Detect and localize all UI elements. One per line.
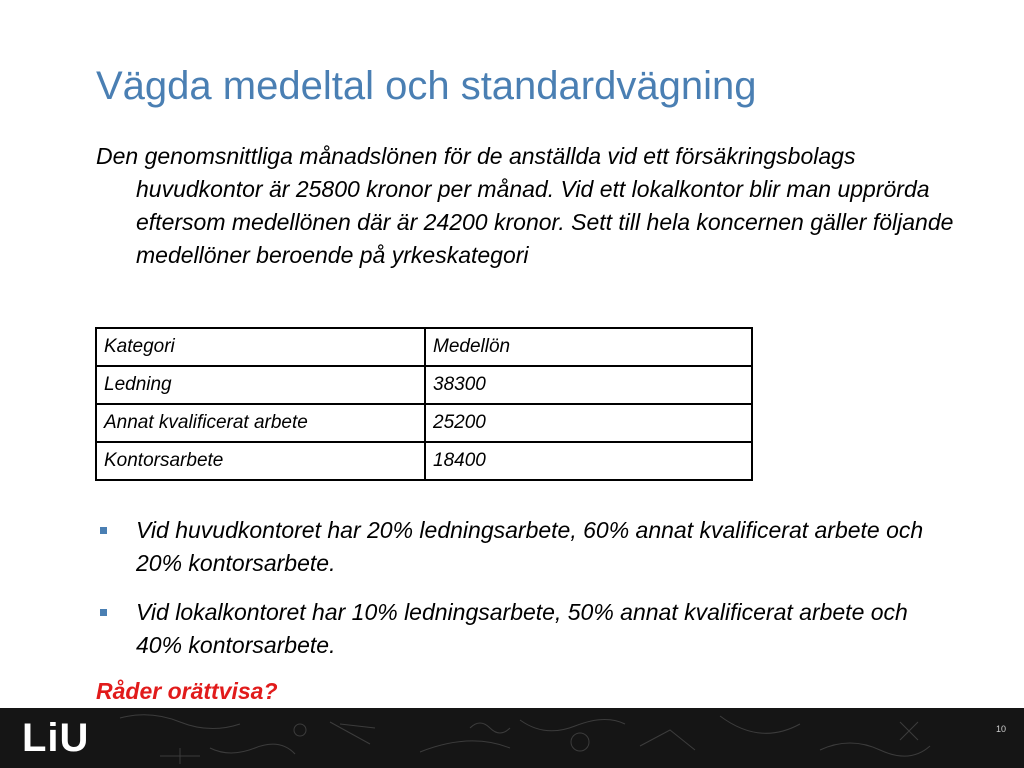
table-header-row [96, 328, 752, 366]
question-text: Råder orättvisa? [96, 678, 278, 704]
table-header-cell: Kategori [96, 328, 425, 366]
liu-logo: LiU [22, 716, 90, 760]
table-cell: Annat kvalificerat arbete [96, 404, 425, 442]
table-cell: Kontorsarbete [96, 442, 425, 480]
table-cell: 18400 [425, 442, 752, 480]
footer-chalk-pattern [0, 708, 1024, 768]
bullet-text: Vid lokalkontoret har 10% ledningsarbete, 50% annat kvalificerat arbete och 40% kontorsarbete. [136, 599, 908, 658]
bullet-item [96, 596, 926, 662]
table-cell: 25200 [425, 404, 752, 442]
intro-paragraph: Den genomsnittliga månadslönen för de anställda vid ett försäkringsbolags huvudkontor är 25800 kronor per månad. Vid ett lokalkontor blir man upprörda eftersom medellönen där är 24200 kronor. Sett till hela koncernen gäller följande medellöner beroende på yrkeskategori [96, 143, 954, 268]
table-row [96, 366, 752, 404]
salary-table [95, 327, 753, 481]
page-number: 10 [995, 724, 1006, 734]
bullet-text: Vid huvudkontoret har 20% ledningsarbete, 60% annat kvalificerat arbete och 20% kontorsarbete. [136, 517, 924, 576]
table-row [96, 404, 752, 442]
table-cell: 38300 [425, 366, 752, 404]
square-bullet-icon [100, 609, 107, 616]
table-header-cell: Medellön [425, 328, 752, 366]
slide-title: Vägda medeltal och standardvägning [96, 64, 757, 108]
square-bullet-icon [100, 527, 107, 534]
table-row [96, 442, 752, 480]
bullet-item [96, 514, 926, 580]
footer-bar [0, 708, 1024, 768]
bullet-list [96, 514, 926, 678]
table-cell: Ledning [96, 366, 425, 404]
